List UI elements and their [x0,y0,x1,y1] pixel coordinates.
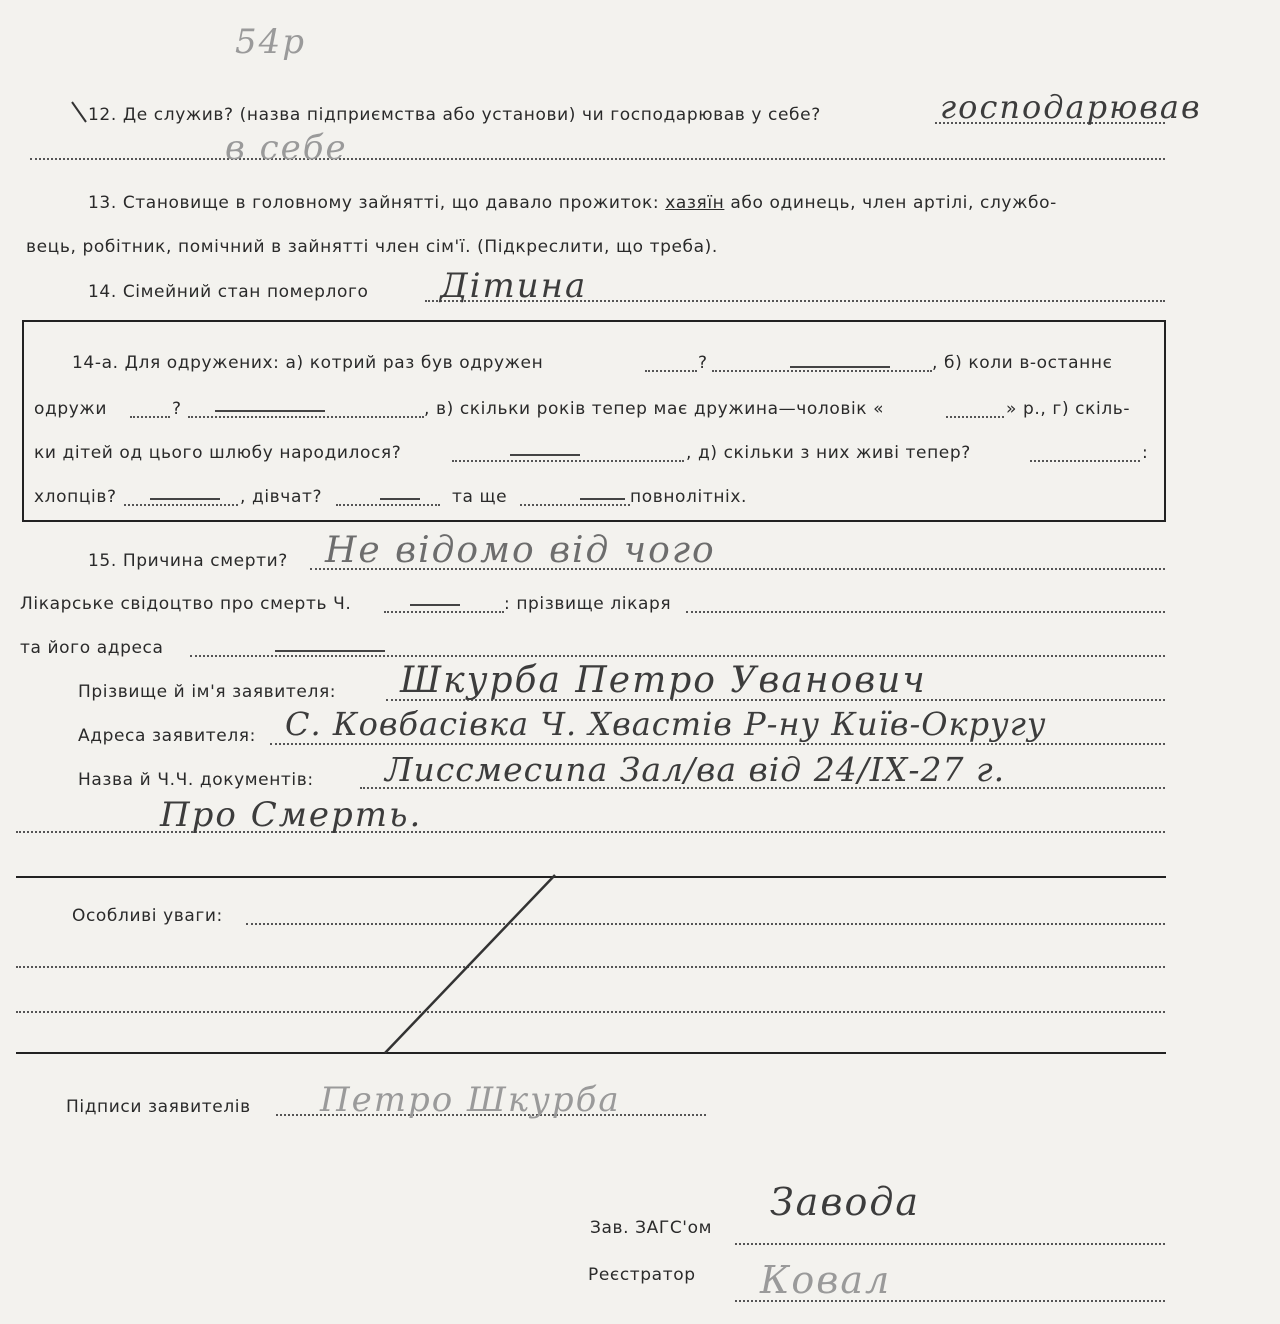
remarks-strike-line [385,875,555,1053]
applicant-name-label: Прізвище й ім'я заявителя: [78,682,337,702]
corner-note: 54р [235,22,307,62]
q14-answer: Дітина [440,266,588,306]
q15-doctor: : прізвище лікаря [504,594,672,614]
head-signature-label: Зав. ЗАГС'ом [590,1218,713,1238]
q13-selected-option: хазяїн [665,193,725,213]
q13-line2: вець, робітник, помічний в зайнятті член сім'ї. (Підкреслити, що треба). [26,237,718,257]
q14a-line2-a: одружи [34,399,107,419]
q15-label: 15. Причина смерти? [88,551,288,571]
q15-answer: Не відомо від чого [325,530,716,571]
q14a-line4-d: повнолітніх. [630,487,748,507]
q14a-line3-a: ки дітей од цього шлюбу народилося? [34,443,402,463]
q15-address: та його адреса [20,638,164,658]
q15-certificate: Лікарське свідоцтво про смерть Ч. [20,594,352,614]
applicant-docs-value: Лиcсмесипа Зал/ва від 24/ІХ-27 г. [385,750,1006,789]
q12-answer-line1: господарював [940,88,1202,126]
registrar-signature-label: Реєстратор [588,1265,696,1285]
q14-label: 14. Сімейний стан померлого [88,282,369,302]
applicant-name-value: Шкурба Петро Уванович [400,660,927,701]
q14a-line2-c: » р., г) скіль- [1006,399,1131,419]
q13-line1-suffix: або одинець, член артілі, службо- [730,193,1057,213]
q14a-line3-c: : [1142,443,1149,463]
q14a-line2-q: ? [172,399,182,419]
registrar-signature: Ковал [760,1258,892,1302]
applicants-signature: Петро Шкурба [320,1080,621,1120]
q14a-line1-a: 14-а. Для одружених: а) котрий раз був одружен [72,353,544,373]
head-signature: Завода [770,1180,921,1224]
remarks-label: Особливі уваги: [72,906,223,926]
q14a-line4-b: , дівчат? [240,487,323,507]
q12-hook-mark [72,102,86,122]
applicant-address-label: Адреса заявителя: [78,726,256,746]
q14a-line3-b: , д) скільки з них живі тепер? [686,443,971,463]
q12-label: 12. Де служив? (назва підприємства або установи) чи господарював у себе? [88,105,821,125]
q14a-line1-q: ? [698,353,708,373]
q14a-line4-a: хлопців? [34,487,117,507]
q14a-line1-b: , б) коли в-останнє [932,353,1113,373]
applicant-docs-label: Назва й Ч.Ч. документів: [78,770,314,790]
q14a-line4-c: та ще [452,487,508,507]
applicants-signature-label: Підписи заявителів [66,1097,251,1117]
head-signature-line [735,1243,1165,1245]
q14a-line2-b: , в) скільки років тепер має дружина—чоловік « [424,399,885,419]
applicant-address-value: С. Ковбасівка Ч. Хвастів Р-ну Київ-Округу [285,705,1047,743]
q12-answer-line2: в себе [225,128,348,168]
applicant-docs-value-2: Про Смерть. [160,795,423,835]
q13-line1-prefix: 13. Становище в головному зайнятті, що давало прожиток: [88,193,660,213]
